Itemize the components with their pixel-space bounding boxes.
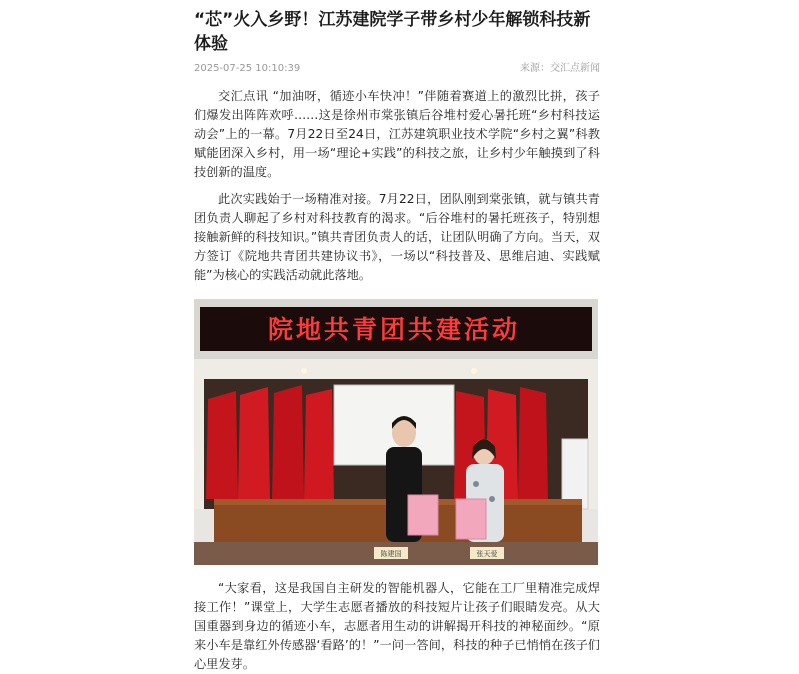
ceiling-light <box>471 368 477 374</box>
paragraph-3: “大家看，这是我国自主研发的智能机器人，它能在工厂里精准完成焊接工作！”课堂上，大学生志愿者播放的科技短片让孩子们眼睛发亮。从大国重器到身边的循迹小车，志愿者用生动的讲解揭开科技的神秘面纱。“原来小车是靠红外传感器‘看路’的！”一问一答间，科技的种子已悄悄在孩子们心里发芽。 <box>194 581 600 671</box>
air-conditioner <box>562 439 588 509</box>
name-plate-right-text: 张天爱 <box>476 550 498 558</box>
agreement-document-left <box>408 495 438 535</box>
article-photo <box>194 299 598 565</box>
ceiling-light <box>301 368 307 374</box>
article-meta <box>194 62 600 76</box>
led-banner-text: 院地共青团共建活动 <box>267 315 521 344</box>
signing-ceremony-photo <box>194 299 598 565</box>
agreement-document-right <box>456 499 486 539</box>
article <box>194 0 600 674</box>
paragraph-1: 交汇点讯 “加油呀，循迹小车快冲！”伴随着赛道上的激烈比拼，孩子们爆发出阵阵欢呼……这是徐州市棠张镇后谷堆村爱心暑托班“乡村科技运动会”上的一幕。7月22日至24日，江苏建筑职业技术学院“乡村之翼”科教赋能团深入乡村，用一场“理论+实践”的科技之旅，让乡村少年触摸到了科技创新的温度。 <box>194 89 600 179</box>
publish-date: 2025-07-25 10:10:39 <box>194 63 301 74</box>
article-title: “芯”火入乡野！江苏建院学子带乡村少年解锁科技新体验 <box>194 10 591 54</box>
name-plate-left-text: 陈建国 <box>380 550 402 558</box>
article-source: 来源：交汇点新闻 <box>520 63 600 74</box>
paragraph-2: 此次实践始于一场精准对接。7月22日，团队刚到棠张镇，就与镇共青团负责人聊起了乡村对科技教育的渴求。“后谷堆村的暑托班孩子，特别想接触新鲜的科技知识。”镇共青团负责人的话，让团队明确了方向。当天，双方签订《院地共青团共建协议书》，一场以“科技普及、思维启迪、实践赋能”为核心的实践活动就此落地。 <box>194 192 600 282</box>
